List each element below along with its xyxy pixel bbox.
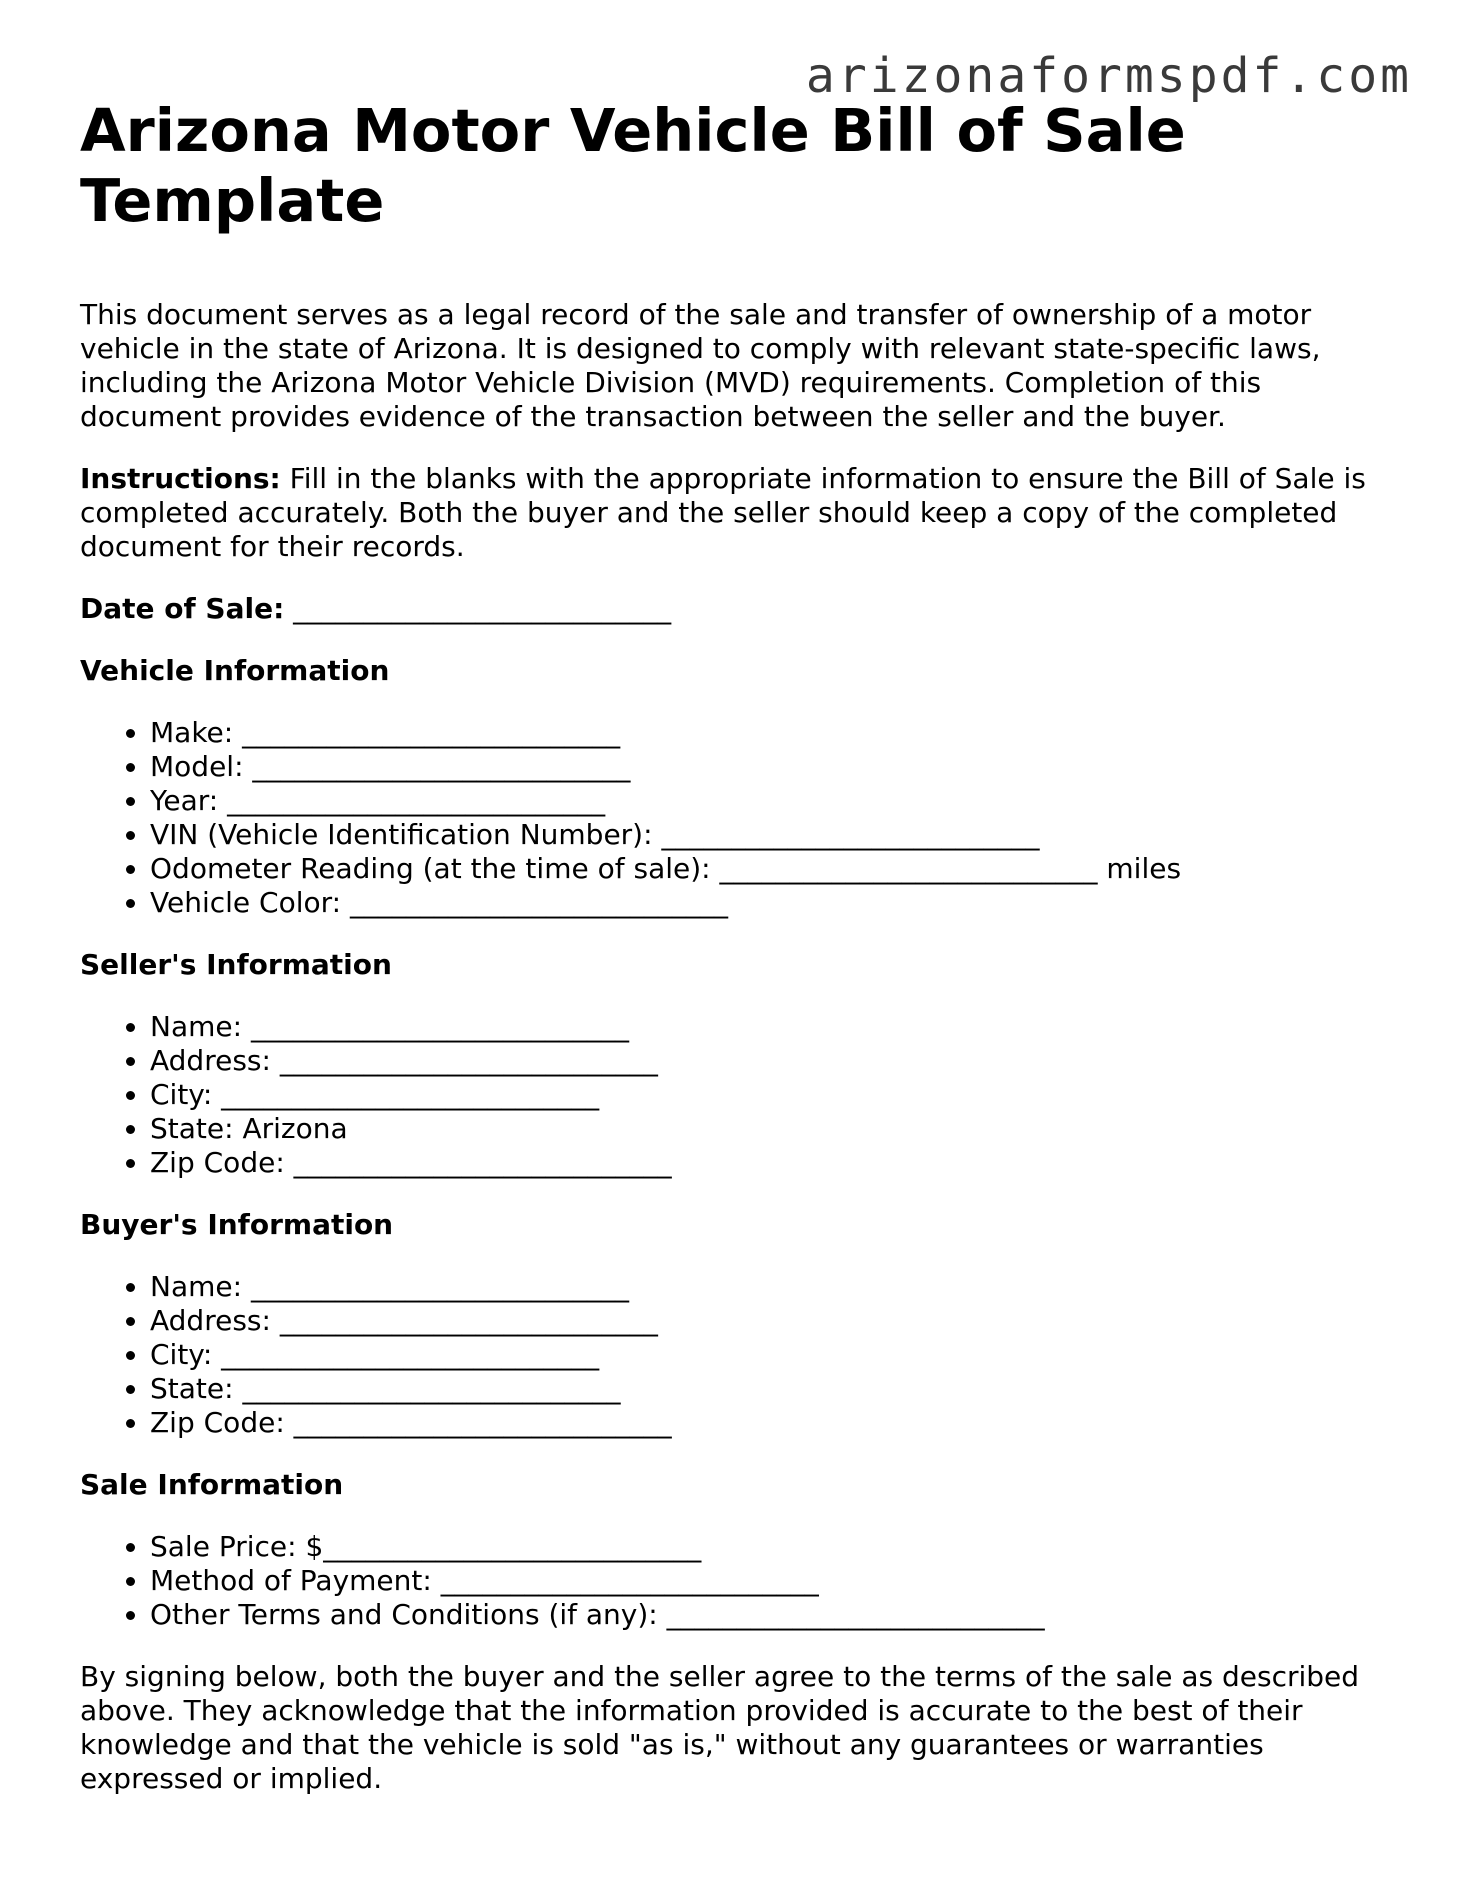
seller-name-item: • Name: ___________________________	[150, 1010, 1380, 1044]
vehicle-color-item: • Vehicle Color: ___________________________	[150, 886, 1380, 920]
seller-city-item: • City: ___________________________	[150, 1078, 1380, 1112]
other-terms-item: • Other Terms and Conditions (if any): ___________________________	[150, 1598, 1380, 1632]
closing-paragraph: By signing below, both the buyer and the seller agree to the terms of the sale as described above. They acknowledge that the information provided is accurate to the best of their knowledge and that the vehicle is sold "as is," without any guarantees or warranties expressed or implied.	[80, 1660, 1360, 1795]
sale-information-list	[80, 1530, 1380, 1632]
vehicle-model-item: • Model: ___________________________	[150, 750, 1380, 784]
buyer-information-heading: Buyer's Information	[80, 1208, 394, 1241]
intro-paragraph: This document serves as a legal record of the sale and transfer of ownership of a motor vehicle in the state of Arizona. It is designed to comply with relevant state-specific laws, including the Arizona Motor Vehicle Division (MVD) requirements. Completion of this document provides evidence of the transaction between the seller and the buyer.	[80, 298, 1321, 433]
seller-information-heading: Seller's Information	[80, 948, 392, 981]
vehicle-information-list	[80, 716, 1380, 920]
vehicle-odometer-item: • Odometer Reading (at the time of sale): ___________________________ miles	[150, 852, 1380, 886]
buyer-city-item: • City: ___________________________	[150, 1338, 1380, 1372]
vehicle-information-heading: Vehicle Information	[80, 654, 390, 687]
vehicle-year-item: • Year: ___________________________	[150, 784, 1380, 818]
sale-price-item: • Sale Price: $___________________________	[150, 1530, 1380, 1564]
instructions-paragraph	[80, 462, 1380, 564]
payment-method-item: • Method of Payment: ___________________________	[150, 1564, 1380, 1598]
seller-address-item: • Address: ___________________________	[150, 1044, 1380, 1078]
seller-information-list	[80, 1010, 1380, 1180]
vehicle-make-item: • Make: ___________________________	[150, 716, 1380, 750]
date-of-sale-line	[80, 592, 1380, 626]
buyer-address-item: • Address: ___________________________	[150, 1304, 1380, 1338]
instructions-text: Fill in the blanks with the appropriate information to ensure the Bill of Sale is completed accurately. Both the buyer and the seller should keep a copy of the completed document for their records.	[80, 462, 1366, 563]
date-of-sale-label: Date of Sale:	[80, 592, 285, 625]
seller-zip-item: • Zip Code: ___________________________	[150, 1146, 1380, 1180]
instructions-label: Instructions:	[80, 462, 281, 495]
vehicle-vin-item: • VIN (Vehicle Identification Number): ___________________________	[150, 818, 1380, 852]
date-of-sale-blank: ___________________________	[284, 592, 672, 625]
watermark: arizonaformspdf.com	[805, 48, 1412, 104]
buyer-name-item: • Name: ___________________________	[150, 1270, 1380, 1304]
document-title: Arizona Motor Vehicle Bill of Sale Template	[80, 96, 1186, 235]
buyer-state-item: • State: ___________________________	[150, 1372, 1380, 1406]
buyer-information-list	[80, 1270, 1380, 1440]
sale-information-heading: Sale Information	[80, 1468, 344, 1501]
buyer-zip-item: • Zip Code: ___________________________	[150, 1406, 1380, 1440]
seller-state-item: • State: Arizona	[150, 1112, 1380, 1146]
document-body	[80, 96, 1380, 1796]
